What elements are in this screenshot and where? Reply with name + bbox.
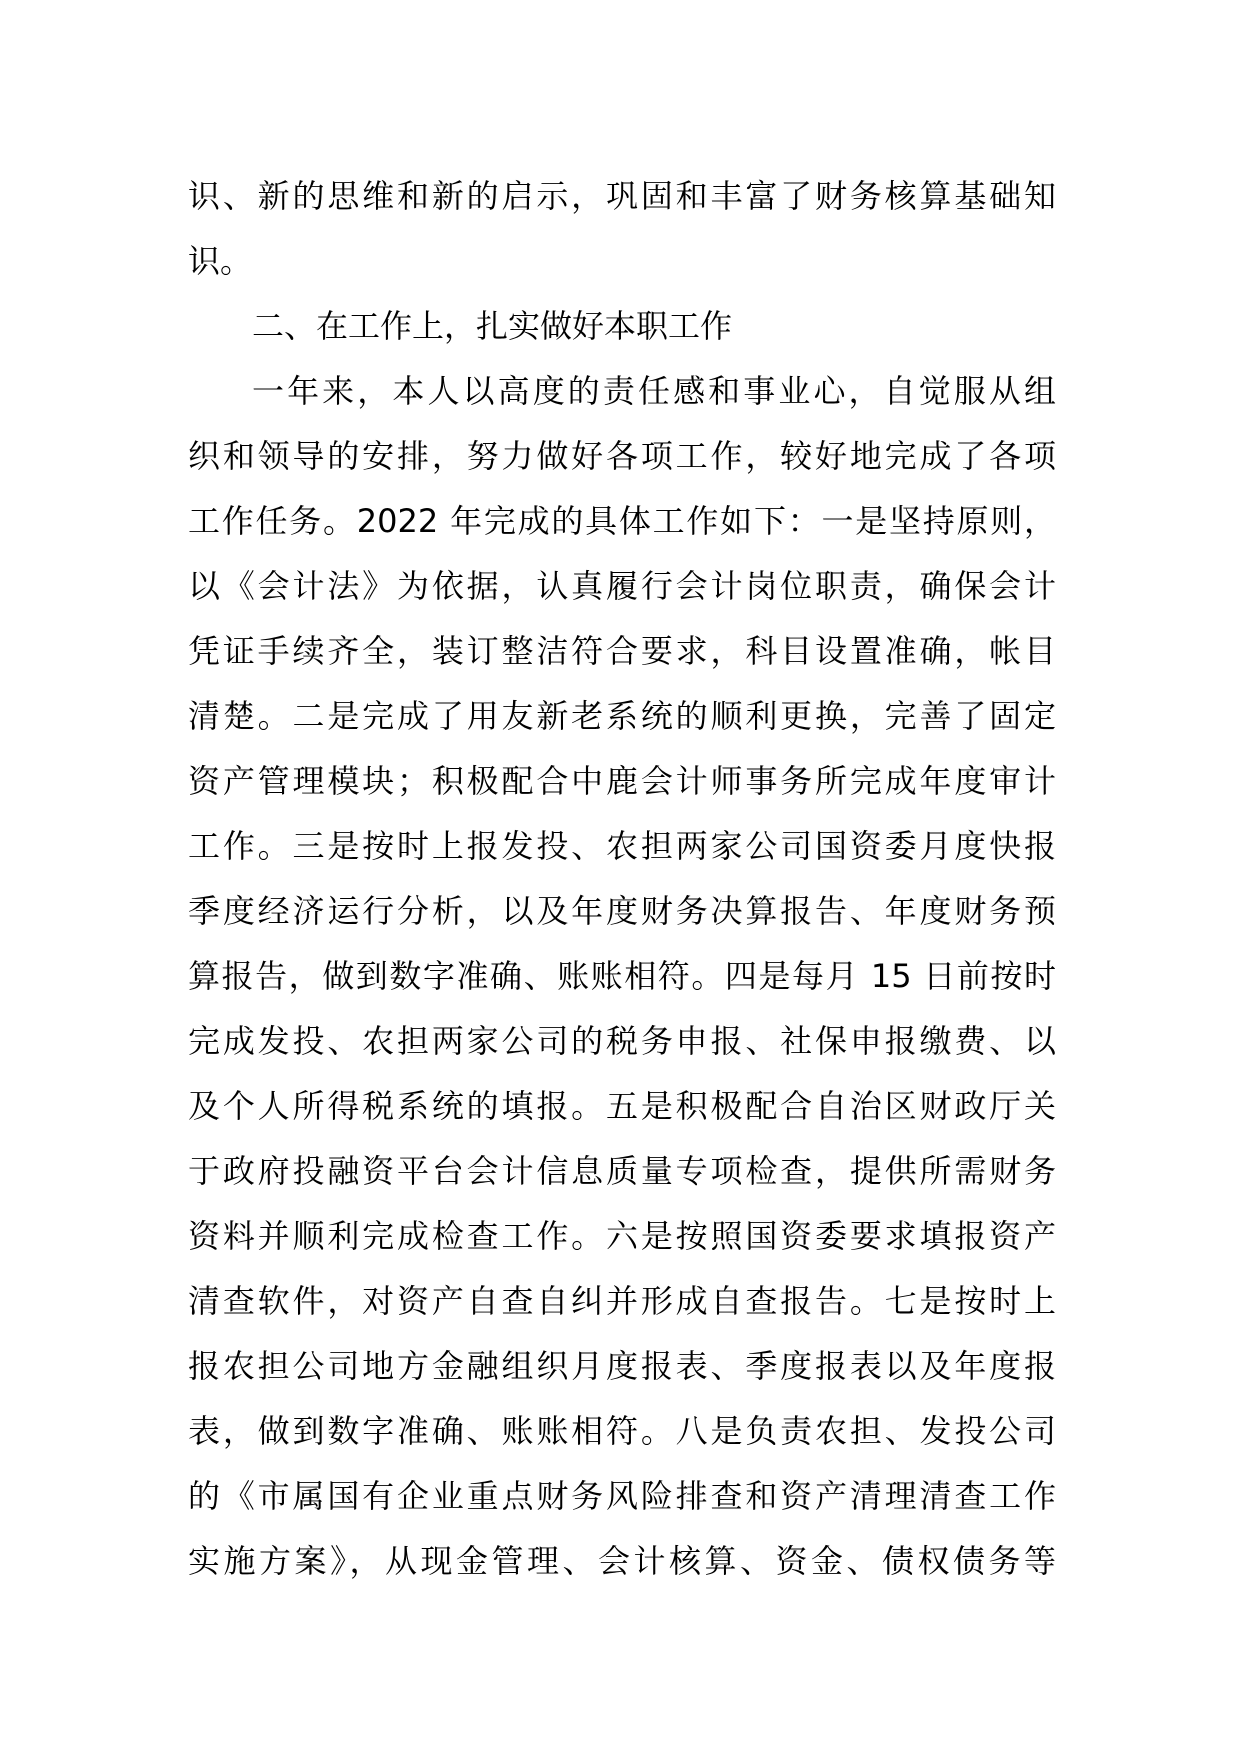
- text-line: 季度经济运行分析，以及年度财务决算报告、年度财务预: [188, 892, 1056, 930]
- text-line: 资料并顺利完成检查工作。六是按照国资委要求填报资产: [188, 1217, 1056, 1255]
- text-line: 识。: [188, 242, 253, 280]
- text-line: 以《会计法》为依据，认真履行会计岗位职责，确保会计: [188, 567, 1056, 605]
- text-line: 织和领导的安排，努力做好各项工作，较好地完成了各项: [188, 437, 1056, 475]
- text-line: 的《市属国有企业重点财务风险排查和资产清理清查工作: [188, 1477, 1056, 1515]
- text-line: 工作任务。2022 年完成的具体工作如下：一是坚持原则，: [188, 502, 1056, 540]
- section-heading: 二、在工作上，扎实做好本职工作: [252, 307, 733, 345]
- text-line: 完成发投、农担两家公司的税务申报、社保申报缴费、以: [188, 1022, 1056, 1060]
- document-page: [188, 164, 1056, 1594]
- text-line: 表，做到数字准确、账账相符。八是负责农担、发投公司: [188, 1412, 1056, 1450]
- text-line: 一年来，本人以高度的责任感和事业心，自觉服从组: [252, 372, 1056, 410]
- text-line: 及个人所得税系统的填报。五是积极配合自治区财政厅关: [188, 1087, 1056, 1125]
- text-line: 清查软件，对资产自查自纠并形成自查报告。七是按时上: [188, 1282, 1056, 1320]
- text-line: 清楚。二是完成了用友新老系统的顺利更换，完善了固定: [188, 697, 1056, 735]
- text-line: 资产管理模块；积极配合中鹿会计师事务所完成年度审计: [188, 762, 1056, 800]
- text-line: 报农担公司地方金融组织月度报表、季度报表以及年度报: [188, 1347, 1056, 1385]
- text-line: 识、新的思维和新的启示，巩固和丰富了财务核算基础知: [188, 177, 1056, 215]
- text-line: 凭证手续齐全，装订整洁符合要求，科目设置准确，帐目: [188, 632, 1056, 670]
- text-line: 算报告，做到数字准确、账账相符。四是每月 15 日前按时: [188, 957, 1056, 995]
- text-line: 工作。三是按时上报发投、农担两家公司国资委月度快报: [188, 827, 1056, 865]
- text-line: 于政府投融资平台会计信息质量专项检查，提供所需财务: [188, 1152, 1056, 1190]
- text-line: 实施方案》，从现金管理、会计核算、资金、债权债务等: [188, 1542, 1056, 1580]
